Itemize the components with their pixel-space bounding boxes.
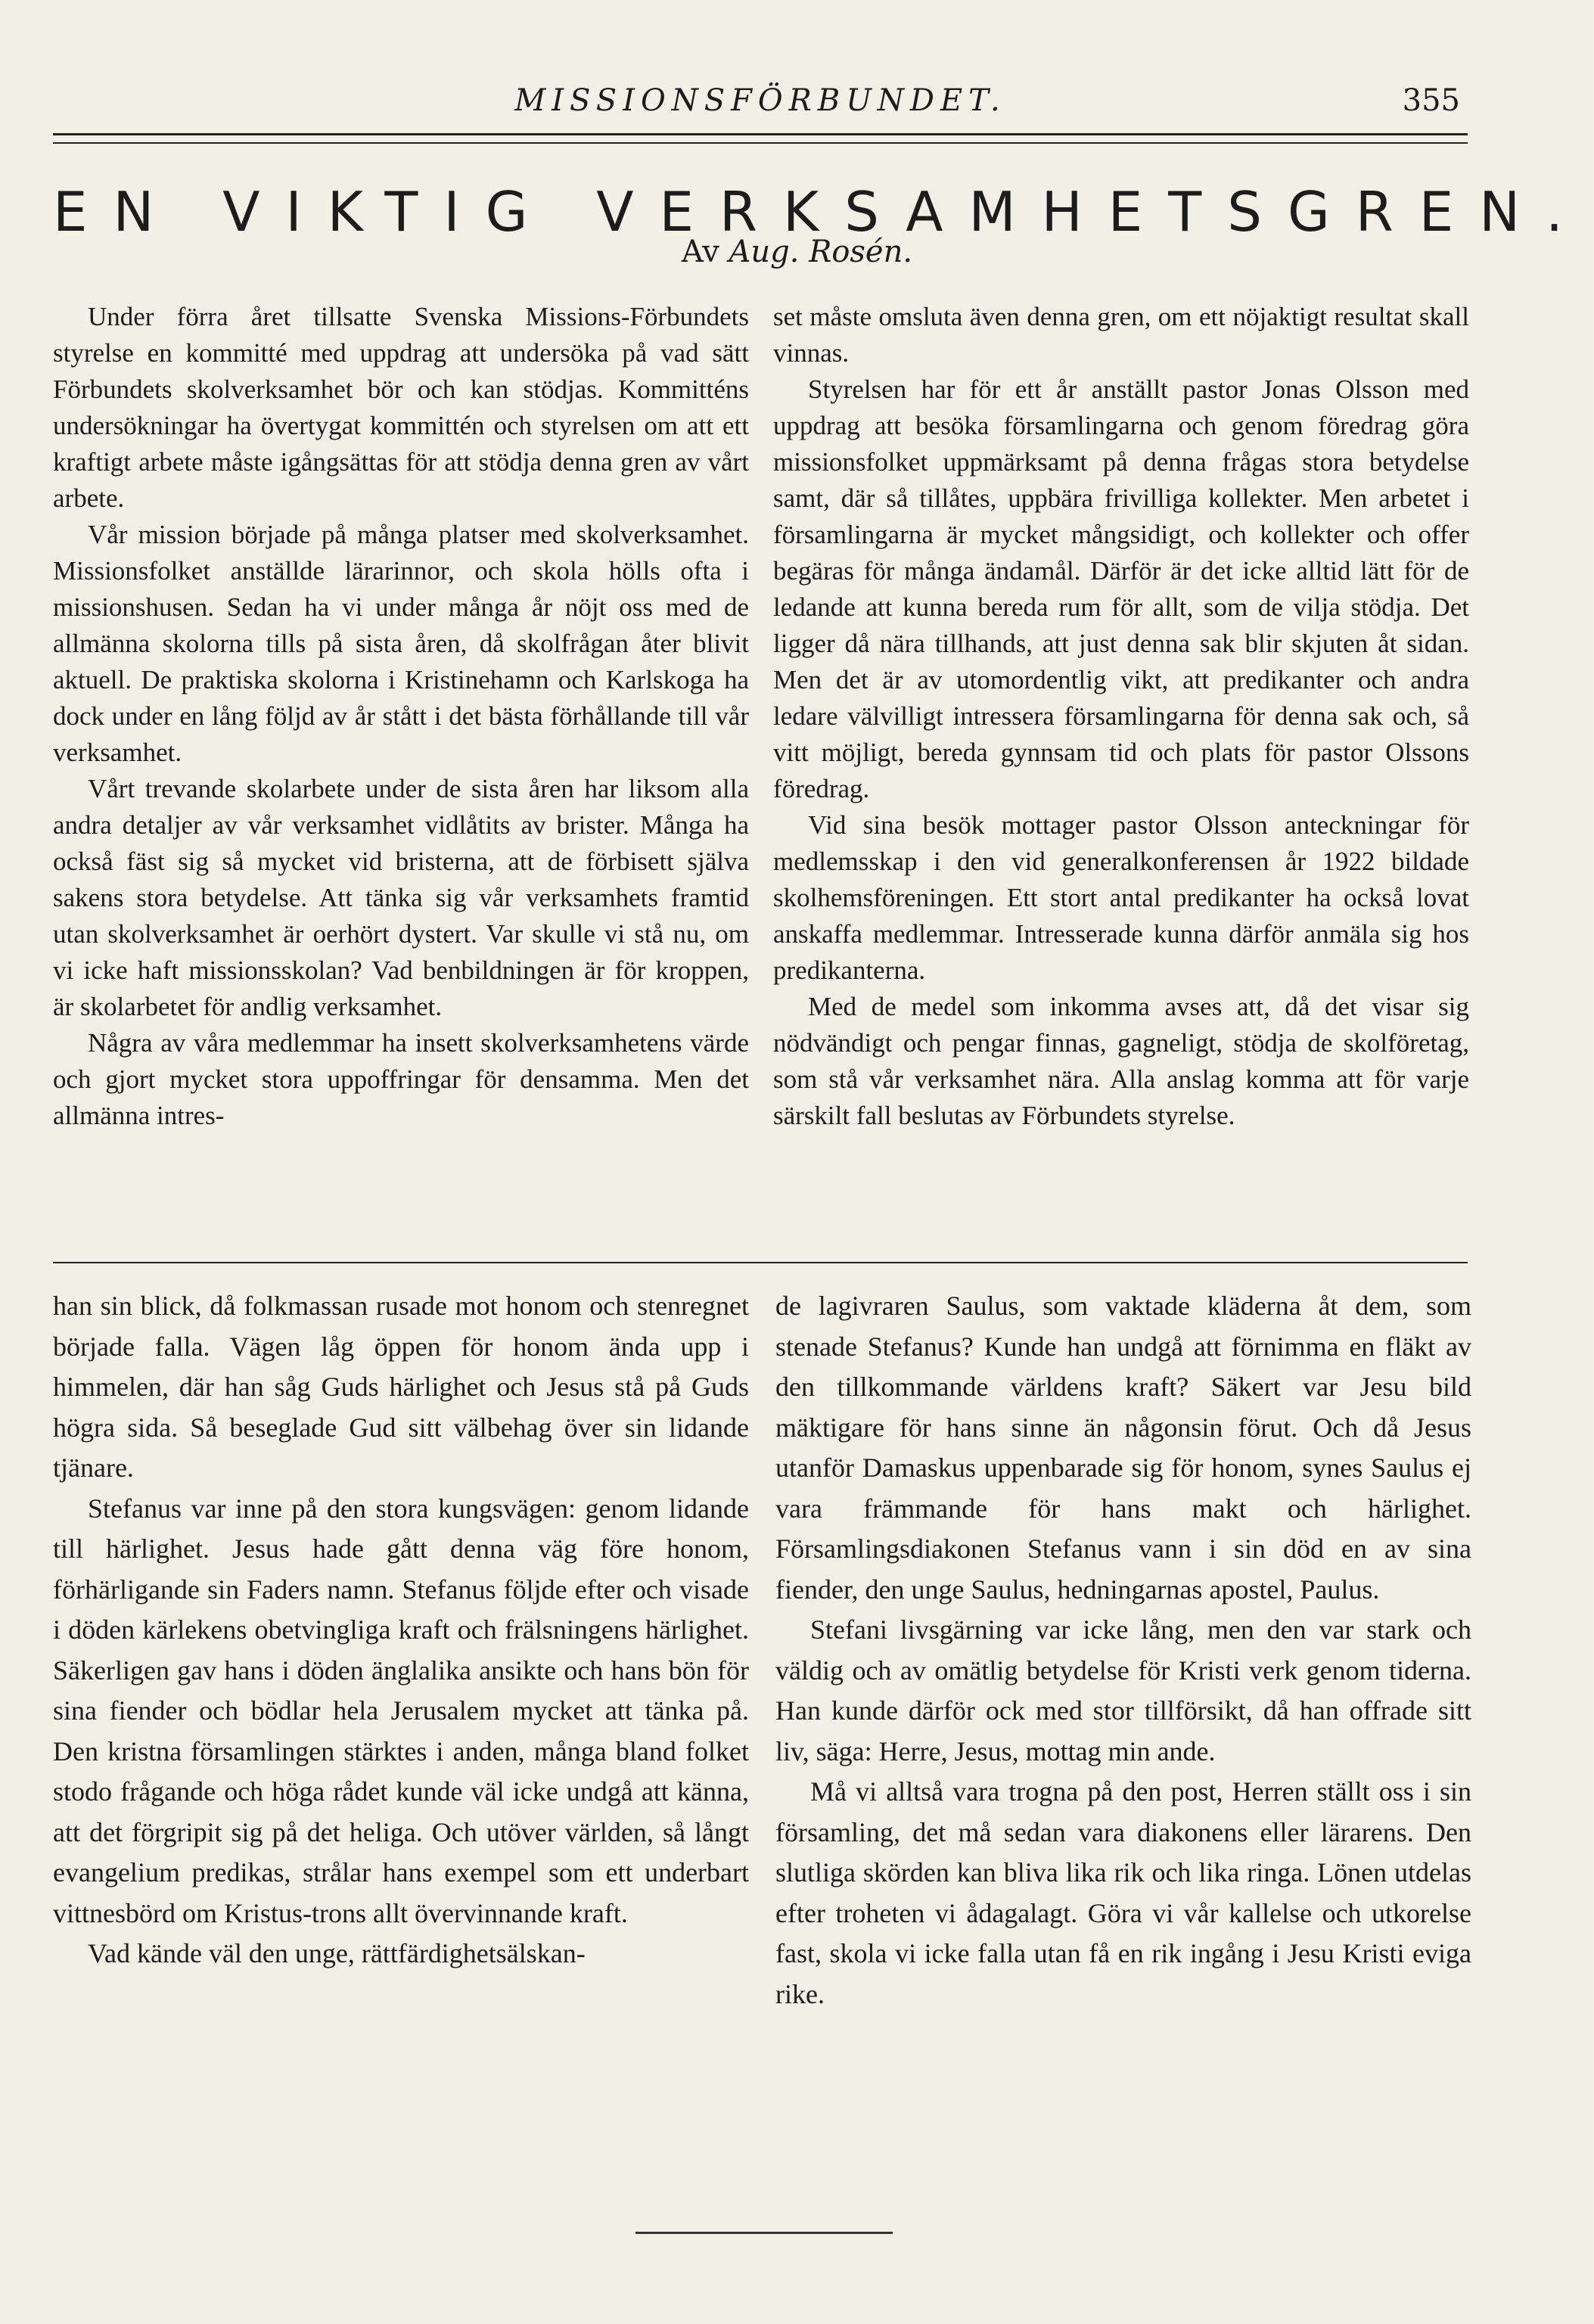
paragraph: Vad kände väl den unge, rättfärdighetsälskan- — [88, 1938, 586, 1968]
article-headline: EN VIKTIG VERKSAMHETSGREN. — [53, 180, 1589, 244]
paragraph: Några av våra medlemmar ha insett skolverksamhetens värde och gjort mycket stora uppoffringar för densamma. Men det allmänna intres- — [53, 1028, 749, 1130]
running-head — [53, 83, 1468, 129]
upper-left-column — [53, 299, 749, 1244]
paragraph: Med de medel som inkomma avses att, då det visar sig nödvändigt och pengar finnas, gagneligt, stödja de skolföretag, som stå vår verksamhet nära. Alla anslag komma att för varje särskilt fall beslutas av Förbundets styrelse. — [773, 992, 1469, 1130]
byline-author: Aug. Rosén. — [729, 235, 913, 269]
journal-title: MISSIONSFÖRBUNDET. — [514, 83, 1006, 118]
byline — [0, 235, 1594, 269]
byline-prefix: Av — [681, 235, 719, 269]
paragraph: Må vi alltså vara trogna på den post, Herren ställt oss i sin församling, det må sedan vara diakonens eller lärarens. Den slutliga skörden kan bliva lika rik och lika ringa. Lönen utdelas efter troheten vi ådagalagt. Göra vi vår kallelse och utkorelse fast, skola vi icke falla utan få en rik ingång i Jesu Kristi eviga rike. — [775, 1776, 1471, 2009]
paragraph: Stefanus var inne på den stora kungsvägen: genom lidande till härlighet. Jesus hade gått denna väg före honom, förhärligande sin Faders namn. Stefanus följde efter och visade i döden kärlekens obetvingliga kraft och frälsningens härlighet. Säkerligen gav hans i döden änglalika ansikte och hans bön för sina fiender och bödlar hela Jerusalem mycket att tänka på. Den kristna församlingen stärktes i anden, många bland folket stodo frågande och höga rådet kunde väl icke undgå att känna, att det förgripit sig på det heliga. Och utöver världen, så långt evangelium predikas, strålar hans exempel som ett underbart vittnesbörd om Kristus-trons allt övervinnande kraft. — [53, 1493, 749, 1928]
lower-left-column — [53, 1286, 749, 2217]
paragraph: Stefani livsgärning var icke lång, men den var stark och väldig och av omätlig betydelse för Kristi verk genom tiderna. Han kunde därför ock med stor tillförsikt, då han offrade sitt liv, säga: Herre, Jesus, mottag min ande. — [775, 1614, 1471, 1766]
lower-right-column — [775, 1286, 1471, 2217]
paragraph: Under förra året tillsatte Svenska Missions-Förbundets styrelse en kommitté med uppdrag att undersöka på vad sätt Förbundets skolverksamhet bör och kan stödjas. Kommitténs undersökningar ha övertygat kommittén och styrelsen om att ett kraftigt arbete måste igångsättas för att stödja denna gren av vårt arbete. — [53, 302, 749, 513]
paragraph: Styrelsen har för ett år anställt pastor Jonas Olsson med uppdrag att besöka församlingarna och genom föredrag göra missionsfolket uppmärksamt på denna frågas stora betydelse samt, där så tillåtes, uppbära frivilliga kollekter. Men arbetet i församlingarna är mycket mångsidigt, och kollekter och offer begäras för många ändamål. Därför är det icke alltid lätt för de ledande att kunna bereda rum för allt, som de vilja stödja. Det ligger då nära tillhands, att just denna sak blir skjuten åt sidan. Men det är av utomordentlig vikt, att predikanter och andra ledare välvilligt intressera församlingarna för denna sak och, så vitt möjligt, bereda gynnsam tid och plats för pastor Olssons föredrag. — [773, 374, 1469, 803]
paragraph: Vårt trevande skolarbete under de sista åren har liksom alla andra detaljer av vår verksamhet vidlåtits av brister. Många ha också fäst sig så mycket vid bristerna, att de förbisett själva sakens stora betydelse. Att tänka sig vår verksamhets framtid utan skolverksamhet är oerhört dystert. Var skulle vi stå nu, om vi icke haft missionsskolan? Vad benbildningen är för kroppen, är skolarbetet för andlig verksamhet. — [53, 774, 749, 1021]
paragraph: de lagivraren Saulus, som vaktade kläderna åt dem, som stenade Stefanus? Kunde han undgå att förnimma en fläkt av den tillkommande världens kraft? Säkert var Jesu bild mäktigare för hans sinne än någonsin förut. Och då Jesus utanför Damaskus uppenbarade sig för honom, synes Saulus ej vara främmande för hans makt och härlighet. Församlingsdiakonen Stefanus vann i sin död en av sina fiender, den unge Saulus, hedningarnas apostel, Paulus. — [775, 1291, 1471, 1605]
upper-right-column — [773, 299, 1469, 1244]
end-rule — [635, 2232, 893, 2234]
page-number: 355 — [1402, 83, 1460, 118]
paragraph: Vår mission började på många platser med skolverksamhet. Missionsfolket anställde lärarinnor, och skola hölls ofta i missionshusen. Sedan ha vi under många år nöjt oss med de allmänna skolorna tills på sista åren, då skolfrågan åter blivit aktuell. De praktiska skolorna i Kristinehamn och Karlskoga ha dock under en lång följd av år stått i det bästa förhållande till vår verksamhet. — [53, 520, 749, 767]
header-rule — [53, 133, 1468, 144]
paragraph: set måste omsluta även denna gren, om ett nöjaktigt resultat skall vinnas. — [773, 302, 1469, 368]
paragraph: Vid sina besök mottager pastor Olsson anteckningar för medlemsskap i den vid generalkonferensen år 1922 bildade skolhemsföreningen. Ett stort antal predikanter ha också lovat anskaffa medlemmar. Intresserade kunna därför anmäla sig hos predikanterna. — [773, 810, 1469, 985]
section-divider — [53, 1262, 1468, 1263]
paragraph: han sin blick, då folkmassan rusade mot honom och stenregnet började falla. Vägen låg öppen för honom ända upp i himmelen, där han såg Guds härlighet och Jesus stå på Guds högra sida. Så beseglade Gud sitt välbehag över sin lidande tjänare. — [53, 1291, 749, 1483]
